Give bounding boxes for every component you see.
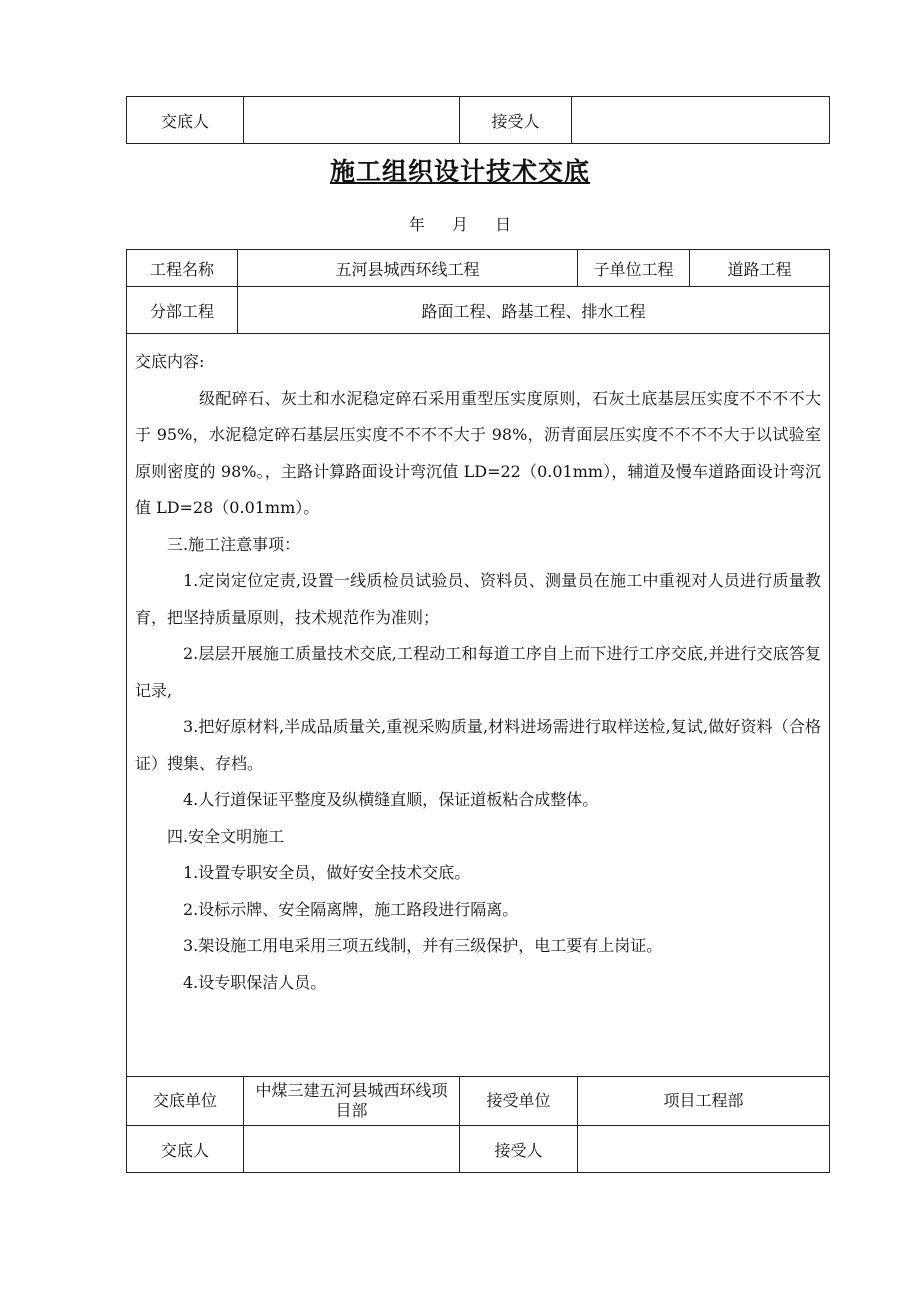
unit-row (127, 1077, 830, 1126)
sub-unit: 道路工程 (690, 250, 830, 287)
handover-unit: 中煤三建五河县城西环线项目部 (244, 1077, 460, 1126)
division-row (127, 287, 830, 334)
footer-handover-person-value (244, 1126, 460, 1173)
content-paragraph: 级配碎石、灰土和水泥稳定碎石采用重型压实度原则，石灰土底基层压实度不不不不大于 95%，水泥稳定碎石基层压实度不不不不大于 98%，沥青面层压实度不不不不大于以试验室原则密度的 98%。，主路计算路面设计弯沉值 LD=22（0.01mm），辅道及慢车道路面设计弯沉值 LD=28（0.01mm）。 (135, 388, 822, 517)
section4-item: 2.设标示牌、安全隔离牌，施工路段进行隔离。 (183, 899, 519, 919)
section3-item: 1.定岗定位定责,设置一线质检员试验员、资料员、测量员在施工中重视对人员进行质量教育，把坚持质量原则，技术规范作为准则； (135, 571, 822, 627)
section3-item: 4.人行道保证平整度及纵横缝直顺，保证道板粘合成整体。 (183, 790, 599, 809)
content-cell (127, 334, 830, 1077)
project-row (127, 250, 830, 287)
footer-receiver-value (578, 1126, 830, 1173)
footer-receiver-label: 接受人 (460, 1126, 578, 1173)
section3-title: 三.施工注意事项： (167, 534, 301, 554)
main-table (126, 249, 830, 1173)
section4-item: 4.设专职保洁人员。 (183, 972, 327, 992)
section3-item: 2.层层开展施工质量技术交底,工程动工和每道工序自上而下进行工序交底,并进行交底答复记录, (135, 644, 822, 700)
division-label: 分部工程 (127, 287, 238, 334)
handover-person-value (244, 97, 460, 144)
receiving-unit-label: 接受单位 (460, 1077, 578, 1126)
sub-unit-label: 子单位工程 (578, 250, 690, 287)
date-year: 年 (408, 215, 425, 234)
section4-item: 1.设置专职安全员，做好安全技术交底。 (183, 863, 471, 882)
date-day: 日 (495, 215, 512, 234)
receiving-unit: 项目工程部 (578, 1077, 830, 1126)
project-name-label: 工程名称 (127, 250, 238, 287)
section4-title: 四.安全文明施工 (167, 826, 285, 846)
top-signature-table (126, 96, 830, 144)
receiver-label: 接受人 (460, 97, 572, 144)
footer-handover-person-label: 交底人 (127, 1126, 244, 1173)
bottom-signature-row (127, 1126, 830, 1173)
document-title: 施工组织设计技术交底 (329, 157, 590, 186)
content-heading: 交底内容: (135, 352, 205, 371)
division: 路面工程、路基工程、排水工程 (238, 287, 830, 334)
content-row (127, 334, 830, 1077)
date-line (0, 212, 920, 235)
section4-item: 3.架设施工用电采用三项五线制，并有三级保护，电工要有上岗证。 (183, 936, 663, 955)
section3-item: 3.把好原材料,半成品质量关,重视采购质量,材料进场需进行取样送检,复试,做好资料（合格证）搜集、存档。 (135, 717, 822, 773)
top-signature-row (127, 97, 830, 144)
date-month: 月 (451, 215, 468, 234)
handover-person-label: 交底人 (127, 97, 244, 144)
project-name: 五河县城西环线工程 (238, 250, 578, 287)
handover-unit-label: 交底单位 (127, 1077, 244, 1126)
receiver-value (572, 97, 830, 144)
